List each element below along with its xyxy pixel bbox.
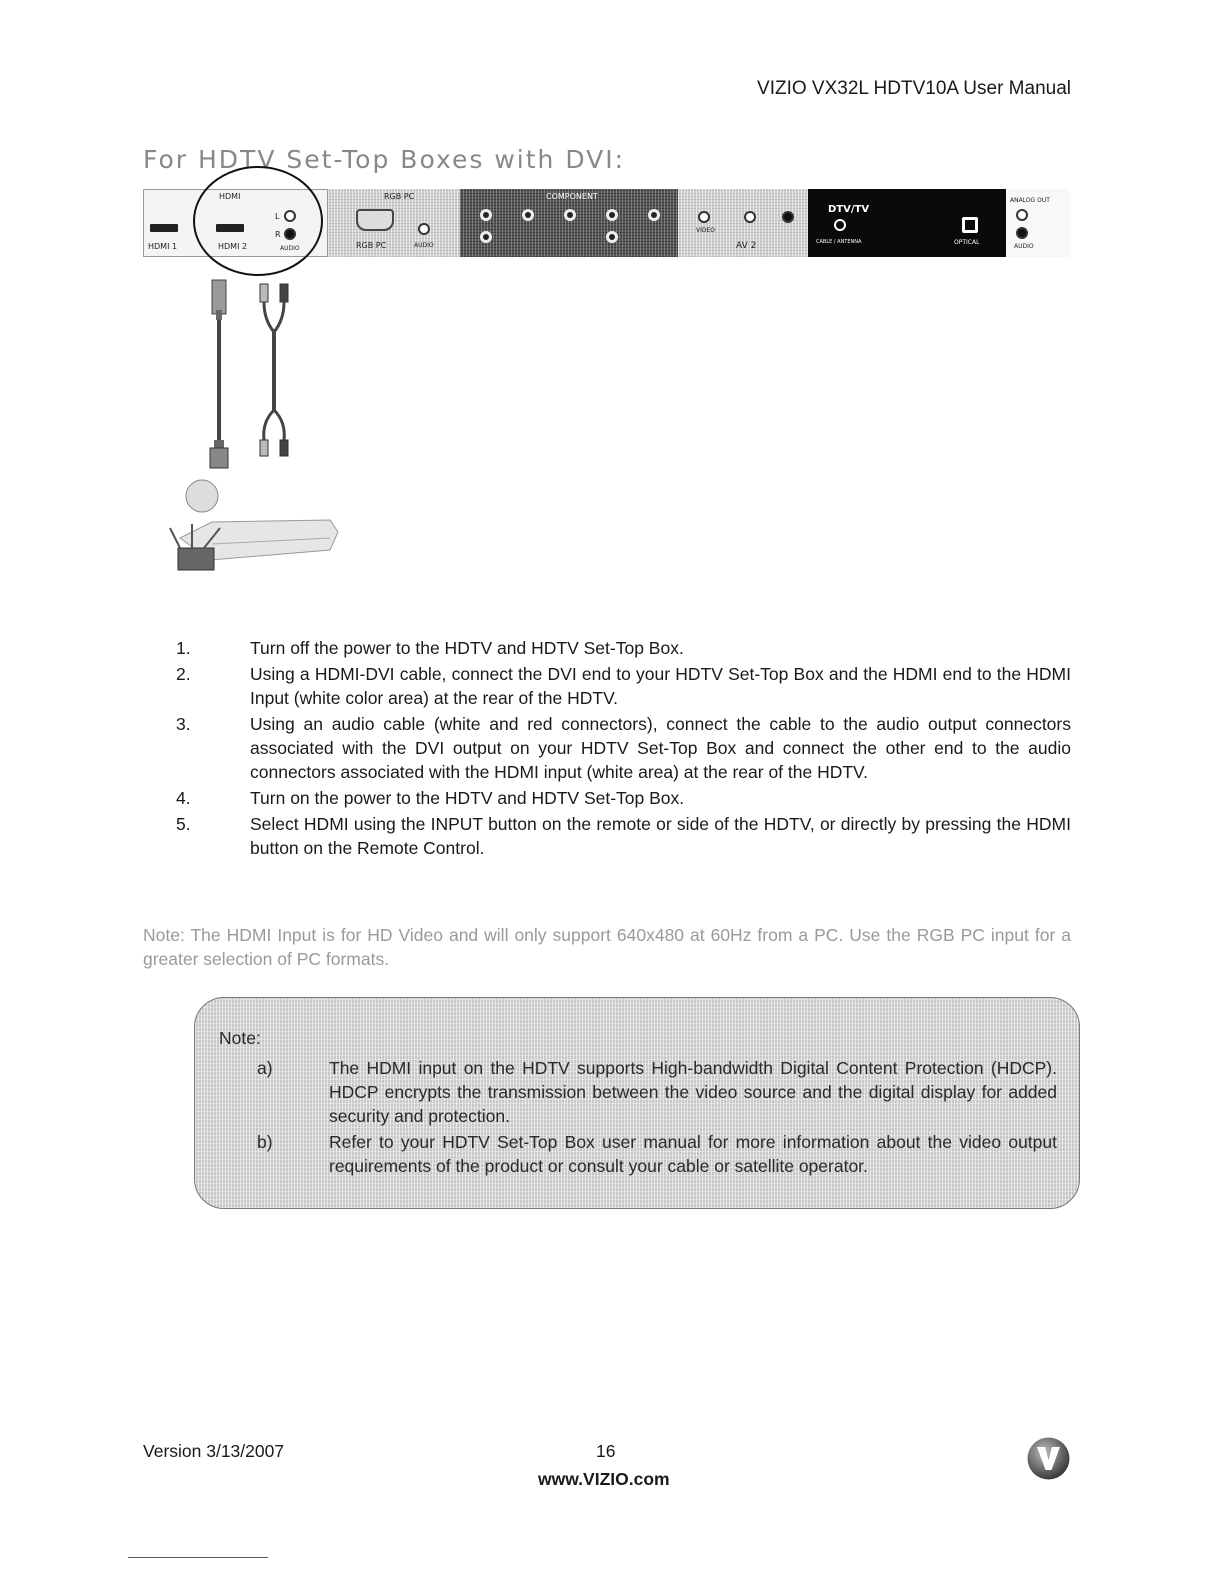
hdmi-pc-note: Note: The HDMI Input is for HD Video and will only support 640x480 at 60Hz from a PC. Use the RGB PC input for a greater selection of PC formats. [143,925,1071,969]
set-top-box-icon [170,480,338,570]
analog-audio-label: AUDIO [1014,243,1034,250]
step-number: 3. [176,714,191,734]
list-item [176,812,1071,860]
hdmi1-label: HDMI 1 [148,242,178,251]
step-text: Turn on the power to the HDTV and HDTV Set-Top Box. [250,788,685,808]
rgb-pc-label: RGB PC [356,241,387,250]
footer-version: Version 3/13/2007 [143,1441,285,1461]
note-item-label: b) [257,1132,273,1152]
footnote-rule [128,1557,268,1558]
hdmi2-label: HDMI 2 [218,242,248,251]
step-text: Select HDMI using the INPUT button on the remote or side of the HDTV, or directly by pressing the HDMI button on the Remote Control. [250,814,1071,858]
note-item-text: The HDMI input on the HDTV supports High-bandwidth Digital Content Protection (HDCP). HDCP encrypts the transmission between the video source and the digital display for added security and protection. [329,1058,1057,1126]
list-item [176,712,1071,784]
page-number: 16 [596,1441,616,1461]
note-item-label: a) [257,1058,273,1078]
component-jack-icon [606,231,618,243]
list-item [176,636,1071,660]
cable-antenna-label: CABLE / ANTENNA [816,239,862,245]
coax-jack-icon [834,219,846,231]
list-item [176,786,1071,810]
note-box [194,997,1080,1209]
rgb-pc-header-label: RGB PC [384,192,415,201]
highlight-ellipse [194,167,322,275]
rgb-audio-jack-icon [418,223,430,235]
component-jack-icon [480,209,492,221]
component-header-label: COMPONENT [546,192,598,201]
component-jack-icon [564,209,576,221]
component-jack-icon [480,231,492,243]
vizio-v-logo-icon [1026,1436,1071,1481]
av2-video-jack-icon [698,211,710,223]
step-number: 4. [176,788,191,808]
note-item-text: Refer to your HDTV Set-Top Box user manual for more information about the video output requirements of the product or consult your cable or satellite operator. [329,1132,1057,1176]
cable-illustration [130,160,370,580]
audio-right-label: R [275,230,281,239]
av2-label: AV 2 [736,241,757,251]
dtv-tv-label: DTV/TV [828,204,870,215]
component-jack-icon [522,209,534,221]
section-title: For HDTV Set-Top Boxes with DVI: [143,145,626,174]
step-number: 5. [176,814,191,834]
optical-port-icon [962,217,978,233]
step-number: 1. [176,638,191,658]
note-item [251,1056,1057,1128]
component-jack-icon [648,209,660,221]
footer-url: www.VIZIO.com [538,1469,670,1489]
note-box-title: Note: [219,1028,261,1048]
instruction-steps [176,636,1071,862]
av2-right-jack-icon [782,211,794,223]
hdmi-header-label: HDMI [219,192,241,201]
hdmi-dvi-cable-icon [210,280,228,468]
audio-label: AUDIO [280,245,300,252]
analog-out-label: ANALOG OUT [1010,197,1050,204]
manual-header: VIZIO VX32L HDTV10A User Manual [757,78,1071,99]
note-item [251,1130,1057,1178]
rgb-audio-label: AUDIO [414,242,434,249]
av2-video-label: VIDEO [696,227,716,234]
dtv-area [808,189,1006,257]
analog-out-area [1006,189,1070,257]
step-number: 2. [176,664,191,684]
av2-left-jack-icon [744,211,756,223]
analog-right-jack-icon [1016,227,1028,239]
step-text: Using an audio cable (white and red connectors), connect the cable to the audio output connectors associated with the DVI output on your HDTV Set-Top Box and connect the other end to the audio connectors associated with the HDMI input (white area) at the rear of the HDTV. [250,714,1071,782]
analog-left-jack-icon [1016,209,1028,221]
component-jack-icon [606,209,618,221]
av2-area [678,189,808,257]
step-text: Turn off the power to the HDTV and HDTV Set-Top Box. [250,638,684,658]
rca-audio-cable-icon [260,284,288,456]
optical-label: OPTICAL [954,239,980,246]
list-item [176,662,1071,710]
audio-left-label: L [275,212,280,221]
component-area [460,189,678,257]
step-text: Using a HDMI-DVI cable, connect the DVI end to your HDTV Set-Top Box and the HDMI end to the HDMI Input (white color area) at the rear of the HDTV. [250,664,1071,708]
